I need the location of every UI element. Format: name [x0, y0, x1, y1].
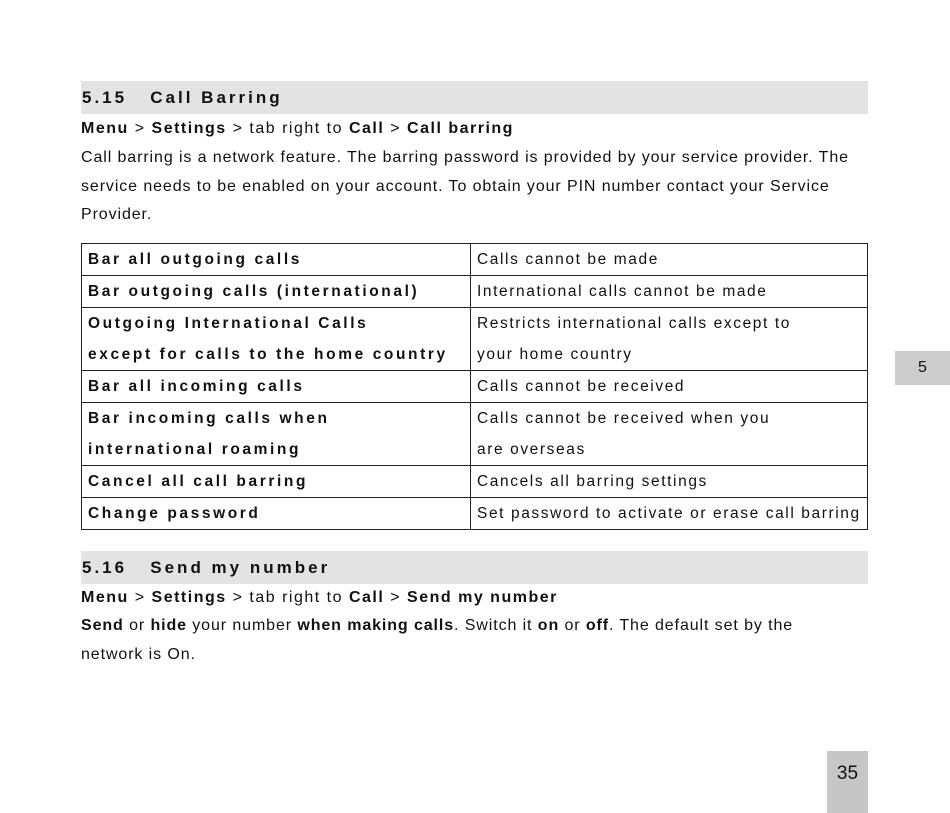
option-cell: Change password	[82, 498, 471, 530]
table-row	[82, 498, 868, 530]
description-cell: Set password to activate or erase call barring	[471, 498, 868, 530]
page-number: 35	[827, 751, 868, 813]
path-call: Call	[348, 120, 385, 137]
path-menu: Menu	[81, 120, 129, 137]
path-menu: Menu	[81, 589, 129, 606]
table-row	[82, 466, 868, 498]
option-cell: Outgoing International Calls except for calls to the home country	[82, 308, 471, 371]
option-cell: Bar all outgoing calls	[82, 244, 471, 276]
chapter-tab: 5	[895, 351, 950, 385]
path-separator: > tab right to	[232, 589, 343, 606]
paragraph-line: service needs to be enabled on your account. To obtain your PIN number contact your Service	[81, 177, 830, 195]
paragraph-line: Call barring is a network feature. The barring password is provided by your service provider. The	[81, 149, 849, 166]
path-separator: >	[134, 589, 146, 606]
keyword-on: on	[537, 617, 560, 634]
menu-path	[81, 120, 514, 138]
keyword-send: Send	[81, 617, 124, 634]
path-settings: Settings	[151, 589, 227, 606]
description-cell: Restricts international calls except to your home country	[471, 308, 868, 371]
path-separator: > tab right to	[232, 120, 343, 137]
table-row	[82, 244, 868, 276]
description-cell: Calls cannot be received when you are overseas	[471, 403, 868, 466]
call-barring-description	[81, 144, 851, 230]
table-row	[82, 403, 868, 466]
option-cell: Bar all incoming calls	[82, 371, 471, 403]
description-cell: Cancels all barring settings	[471, 466, 868, 498]
call-barring-table	[81, 243, 868, 530]
path-call: Call	[348, 589, 385, 606]
path-target: Call barring	[407, 120, 514, 137]
path-target: Send my number	[407, 589, 558, 606]
text-fragment: . Switch it	[454, 617, 538, 634]
path-separator: >	[390, 120, 402, 137]
table-row	[82, 308, 868, 371]
path-separator: >	[390, 589, 402, 606]
option-cell: Bar incoming calls when international roaming	[82, 403, 471, 466]
option-cell: Bar outgoing calls (international)	[82, 276, 471, 308]
section-title: Call Barring	[150, 88, 283, 107]
menu-path	[81, 589, 558, 607]
keyword-when-making-calls: when making calls	[297, 617, 455, 634]
text-fragment: your number	[186, 617, 298, 634]
keyword-off: off	[585, 617, 609, 634]
text-fragment: or	[559, 617, 586, 634]
description-cell: Calls cannot be made	[471, 244, 868, 276]
paragraph-line: Provider.	[81, 206, 153, 223]
path-separator: >	[134, 120, 146, 137]
section-heading-call-barring	[81, 81, 868, 114]
text-fragment: or	[123, 617, 151, 634]
section-title: Send my number	[150, 558, 331, 577]
text-fragment: . The default set by the network is On.	[81, 617, 794, 663]
option-cell: Cancel all call barring	[82, 466, 471, 498]
section-number: 5.15	[82, 88, 128, 107]
path-settings: Settings	[151, 120, 227, 137]
description-cell: International calls cannot be made	[471, 276, 868, 308]
section-number: 5.16	[82, 558, 128, 577]
keyword-hide: hide	[150, 617, 187, 634]
table-row	[82, 371, 868, 403]
section-heading-send-my-number	[81, 551, 868, 584]
send-my-number-description	[81, 612, 851, 669]
table-row	[82, 276, 868, 308]
description-cell: Calls cannot be received	[471, 371, 868, 403]
